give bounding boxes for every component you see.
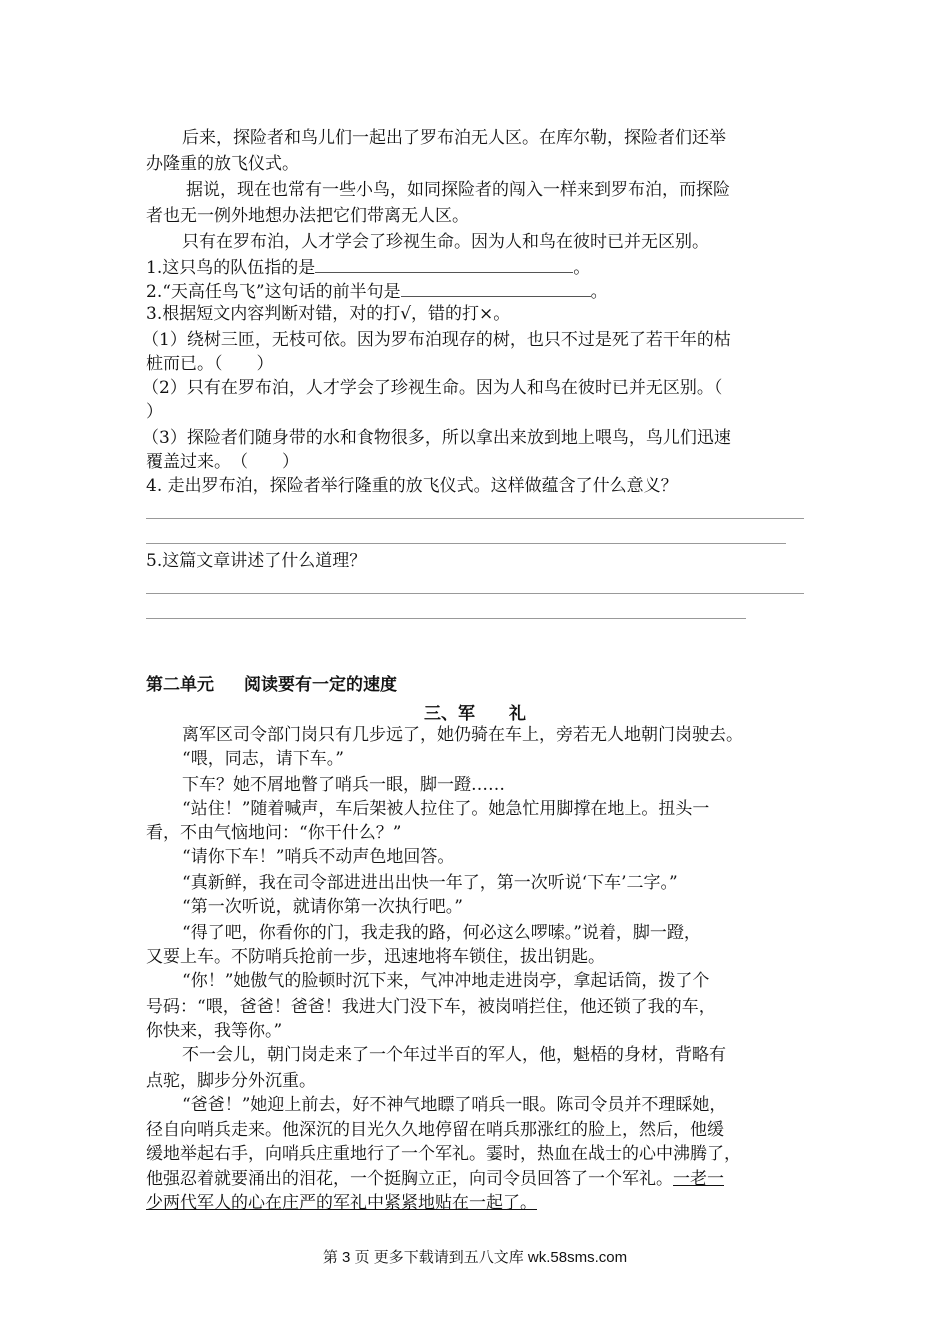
story-line: “喂，同志，请下车。”: [182, 749, 344, 769]
question-4: 4. 走出罗布泊，探险者举行隆重的放飞仪式。这样做蕴含了什么意义？: [146, 476, 678, 496]
story-line: “站住！”随着喊声，车后架被人拉住了。她急忙用脚撑在地上。扭头一: [182, 799, 710, 819]
question-3: 3.根据短文内容判断对错，对的打√，错的打×。: [146, 304, 511, 324]
story-line: 径自向哨兵走来。他深沉的目光久久地停留在哨兵那涨红的脸上，然后，他缓: [146, 1120, 724, 1140]
story-line: “爸爸！”她迎上前去，好不神气地瞟了哨兵一眼。陈司令员并不理睬她，: [182, 1095, 727, 1115]
question-1-text: 1.这只鸟的队伍指的是: [146, 258, 316, 278]
paragraph-line: 办隆重的放飞仪式。: [146, 154, 299, 174]
unit-label: 第二单元: [146, 675, 214, 695]
underlined-sentence: 少两代军人的心在庄严的军礼中紧紧地贴在一起了。: [146, 1193, 537, 1213]
story-line: “得了吧，你看你的门，我走我的路，何必这么啰嗦。”说着，脚一蹬，: [182, 923, 701, 943]
unit-subtitle: 阅读要有一定的速度: [244, 675, 397, 695]
story-line: 又要上车。不防哨兵抢前一步，迅速地将车锁住，拔出钥匙。: [146, 947, 605, 967]
paragraph-line: 者也无一例外地想办法把它们带离无人区。: [146, 206, 469, 226]
question-2: 2.“天高任鸟飞”这句话的前半句是 。: [146, 282, 608, 302]
paragraph-line: 据说，现在也常有一些小鸟，如同探险者的闯入一样来到罗布泊，而探险: [186, 180, 730, 200]
underlined-sentence: 一老一: [673, 1169, 724, 1189]
story-line: 他强忍着就要涌出的泪花，一个挺胸立正，向司令员回答了一个军礼。一老一: [146, 1169, 724, 1189]
question-3-item-1: （1）绕树三匝，无枝可依。因为罗布泊现存的树，也只不过是死了若干年的枯: [142, 330, 731, 350]
story-line: 离军区司令部门岗只有几步远了，她仍骑在车上，旁若无人地朝门岗驶去。: [182, 725, 743, 745]
story-line: “请你下车！”哨兵不动声色地回答。: [182, 847, 455, 867]
answer-line[interactable]: [146, 593, 804, 594]
page-footer: 第 3 页 更多下载请到五八文库 wk.58sms.com: [322, 1249, 628, 1266]
question-3-item-2: （2）只有在罗布泊，人才学会了珍视生命。因为人和鸟在彼时已并无区别。（: [142, 378, 723, 398]
answer-line[interactable]: [146, 618, 746, 619]
story-line: 看，不由气恼地问：“你干什么？”: [146, 823, 402, 843]
question-3-item-1-cont: 桩而已。（ ）: [146, 354, 274, 374]
answer-blank[interactable]: [315, 256, 573, 273]
question-3-item-3: （3）探险者们随身带的水和食物很多，所以拿出来放到地上喂鸟，鸟儿们迅速: [142, 428, 731, 448]
story-line: “你！”她傲气的脸顿时沉下来，气冲冲地走进岗亭，拿起话筒，拨了个: [182, 971, 710, 991]
answer-blank[interactable]: [401, 280, 591, 297]
story-line: 你快来，我等你。”: [146, 1021, 283, 1041]
question-1: 1.这只鸟的队伍指的是 。: [146, 258, 591, 278]
question-5: 5.这篇文章讲述了什么道理？: [146, 551, 367, 571]
story-line: 下车？她不屑地瞥了哨兵一眼，脚一蹬……: [182, 775, 505, 795]
answer-line[interactable]: [146, 543, 786, 544]
story-line: “真新鲜，我在司令部进进出出快一年了，第一次听说‘下车’二字。”: [182, 873, 678, 893]
unit-heading: [146, 675, 397, 695]
question-3-item-2-cont: ）: [146, 402, 163, 422]
paragraph-line: 后来，探险者和鸟儿们一起出了罗布泊无人区。在库尔勒，探险者们还举: [182, 128, 726, 148]
story-title: 三、军 礼: [424, 704, 526, 724]
paragraph-line: 只有在罗布泊，人才学会了珍视生命。因为人和鸟在彼时已并无区别。: [182, 232, 709, 252]
story-line: 号码：“喂，爸爸！爸爸！我进大门没下车，被岗哨拦住，他还锁了我的车，: [146, 997, 716, 1017]
story-line: 缓地举起右手，向哨兵庄重地行了一个军礼。霎时，热血在战士的心中沸腾了，: [146, 1144, 741, 1164]
story-line: 点驼，脚步分外沉重。: [146, 1071, 316, 1091]
story-line: “第一次听说，就请你第一次执行吧。”: [182, 897, 463, 917]
answer-line[interactable]: [146, 518, 804, 519]
story-line: 不一会儿，朝门岗走来了一个年过半百的军人，他，魁梧的身材，背略有: [182, 1045, 726, 1065]
question-2-text: 2.“天高任鸟飞”这句话的前半句是: [146, 282, 401, 302]
question-3-item-3-cont: 覆盖过来。 （ ）: [146, 452, 299, 472]
